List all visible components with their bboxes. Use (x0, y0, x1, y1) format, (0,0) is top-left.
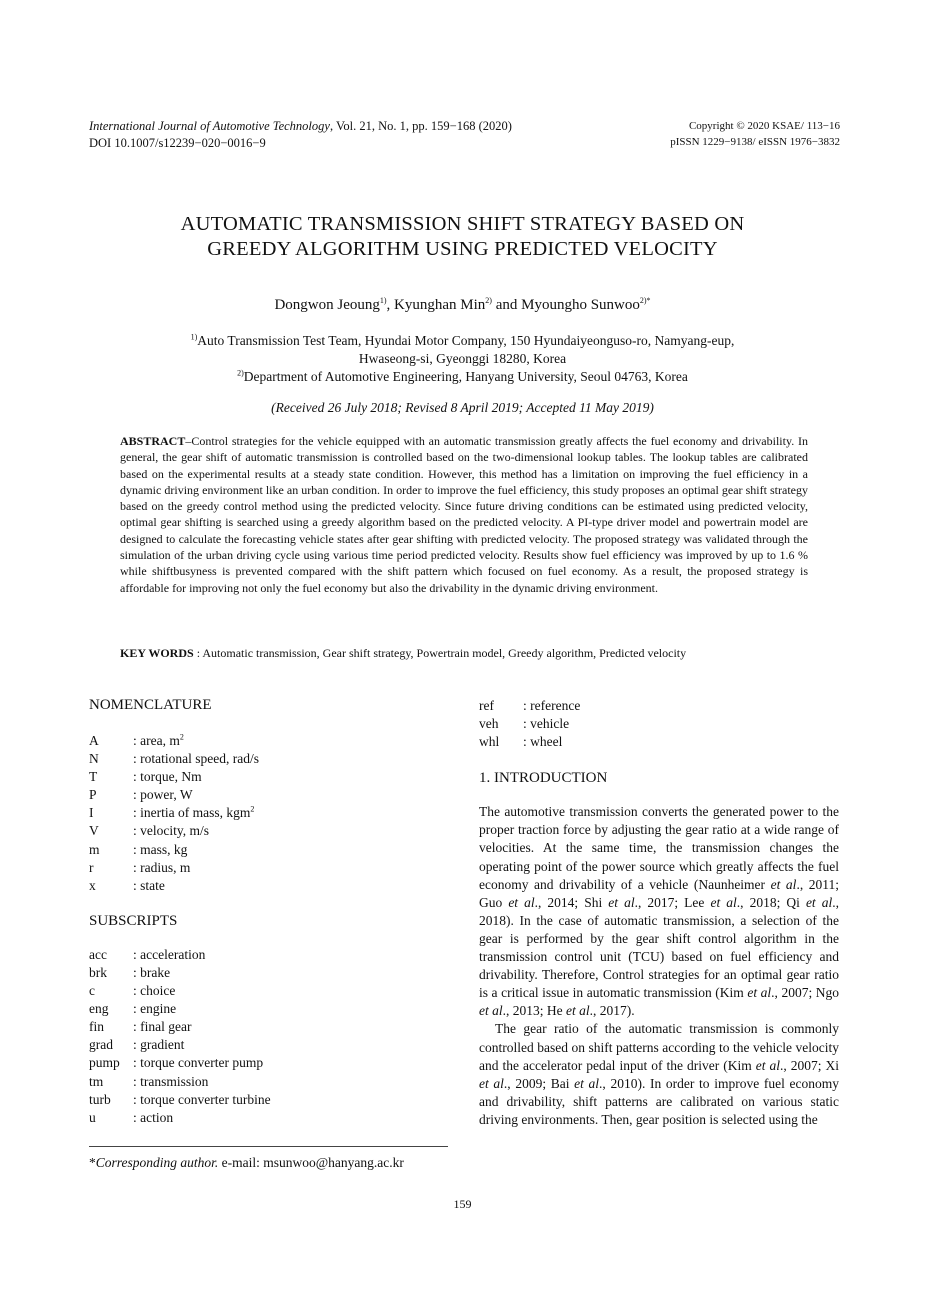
issn: pISSN 1229−9138/ eISSN 1976−3832 (670, 136, 840, 148)
keywords (120, 646, 808, 661)
subscripts-heading: SUBSCRIPTS (89, 912, 178, 929)
list-item: m : mass, kg (89, 841, 188, 857)
intro-paragraph-2: The gear ratio of the automatic transmission is commonly controlled based on shift patterns according to the vehicle velocity and the accelerator pedal input of the driver (Kim et al., 2007; Xi et al., 2009; Bai et al., 2010). In order to improve fuel economy and drivability, shift patterns are calibrated on various static driving environments. Then, gear position is selected using the (479, 1021, 840, 1127)
abstract (120, 433, 808, 596)
subscripts-continued (479, 697, 839, 751)
list-item: x : state (89, 877, 165, 893)
title-line-2: GREEDY ALGORITHM USING PREDICTED VELOCITY (207, 238, 718, 260)
list-item: T : torque, Nm (89, 769, 202, 785)
author-3: and Myoungho Sunwoo (491, 297, 640, 313)
copyright-block (670, 118, 840, 150)
paper-title (0, 212, 925, 262)
affiliations (0, 332, 925, 386)
author-1: Dongwon Jeoung (274, 297, 380, 313)
list-item: acc : acceleration (89, 946, 206, 962)
list-item: turb : torque converter turbine (89, 1091, 271, 1107)
list-item: whl : wheel (479, 734, 563, 750)
right-column (479, 697, 839, 1129)
title-line-1: AUTOMATIC TRANSMISSION SHIFT STRATEGY BASED ON (180, 213, 745, 235)
author-3-affil-mark: 2)* (639, 296, 651, 305)
list-item: r : radius, m (89, 859, 191, 875)
list-item: A : area, $m^2$ (89, 732, 184, 748)
nomenclature-heading: NOMENCLATURE (89, 697, 212, 713)
list-item: ref : reference (479, 698, 581, 713)
list-item: fin : final gear (89, 1019, 192, 1035)
list-item: c : choice (89, 983, 176, 999)
footnote-email: e-mail: msunwoo@hanyang.ac.kr (218, 1155, 404, 1170)
list-item: P : power, W (89, 787, 193, 803)
list-item: brk : brake (89, 964, 171, 980)
affil-1-line-2: Hwaseong-si, Gyeonggi 18280, Korea (358, 351, 567, 366)
author-2: , Kyunghan Min (386, 297, 486, 313)
abstract-text: –Control strategies for the vehicle equipped with an automatic transmission greatly affects the fuel economy and drivability. In general, the gear shift of automatic transmission is controlled based on the two-dimensional lookup tables. The lookup tables are calibrated based on the experimental results at a steady state condition. However, this method has a limitation on improving the fuel efficiency in a dynamic driving environment like an urban condition. In order to improve the fuel efficiency, this study proposes an optimal gear shift strategy based on the greedy control method using the predicted velocity. Since future driving conditions can be estimated using predicted velocity, optimal gear shifting is searched using a greedy algorithm based on the predicted velocity. A PI-type driver model and powertrain model are designed to calculate the forecasting vehicle states after gear shifting with predicted velocity. The proposed strategy was validated through the simulation of the urban driving cycle using various time period predicted velocity. Results show fuel efficiency was improved by up to 1.6 % while shiftbusyness is prevented compared with the shift pattern which focused on fuel economy. As a result, the proposed strategy is affordable for improving not only the fuel economy but also the drivability in the dynamic driving environment. (120, 434, 808, 595)
intro-paragraph-1: The automotive transmission converts the generated power to the proper traction force by adjusting the gear ratio at a wide range of velocities. At the same time, the transmission changes the operating point of the power source which greatly affects the fuel economy and drivability of a vehicle (Naunheimer et al., 2011; Guo et al., 2014; Shi et al., 2017; Lee et al., 2018; Qi et al., 2018). In the case of automatic transmission, a selection of the gear is performed by the gear shift control algorithm in the transmission control unit (TCU) based on fuel efficiency and drivability. Therefore, Control strategies for an optimal gear ratio is a critical issue in automatic transmission (Kim et al., 2007; Ngo et al., 2013; He et al., 2017). (479, 804, 840, 1019)
keywords-text: : Automatic transmission, Gear shift strategy, Powertrain model, Greedy algorithm, Predicted velocity (193, 646, 687, 660)
list-item: pump : torque converter pump (89, 1055, 264, 1071)
received-dates: (Received 26 July 2018; Revised 8 April 2019; Accepted 11 May 2019) (271, 400, 654, 415)
footnote-divider (89, 1146, 448, 1147)
list-item: u : action (89, 1109, 174, 1125)
left-column (89, 697, 449, 1127)
doi: DOI 10.1007/s12239−020−0016−9 (89, 136, 266, 150)
keywords-label: KEY WORDS (120, 646, 194, 660)
journal-name: International Journal of Automotive Technology (89, 119, 330, 133)
list-item: I : inertia of mass, kgm$^2$ (89, 804, 255, 821)
author-2-affil-mark: 2) (485, 296, 492, 305)
journal-citation (89, 118, 512, 152)
volume-pages: , Vol. 21, No. 1, pp. 159−168 (2020) (329, 119, 512, 133)
affil-1-mark: 1) (190, 332, 198, 342)
footnote-label: Corresponding author. (95, 1155, 219, 1170)
affil-2-mark: 2) (237, 368, 244, 378)
corresponding-author-footnote: *Corresponding author. e-mail: msunwoo@hanyang.ac.kr (89, 1155, 404, 1170)
list-item: V : velocity, m/s (89, 823, 209, 839)
introduction-heading: 1. INTRODUCTION (479, 770, 608, 787)
list-item: N : rotational speed, rad/s (89, 751, 259, 767)
list-item: grad : gradient (89, 1037, 185, 1053)
list-item: veh : vehicle (479, 716, 570, 732)
subscripts-list (89, 946, 449, 1127)
list-item: eng : engine (89, 1001, 177, 1017)
page-number: 159 (453, 1197, 472, 1211)
author-list (0, 297, 925, 314)
author-1-affil-mark: 1) (379, 296, 387, 305)
nomenclature-list (89, 732, 449, 895)
copyright: Copyright © 2020 KSAE/ 113−16 (688, 120, 840, 132)
list-item: tm : transmission (89, 1073, 209, 1089)
affil-1-line-1: Auto Transmission Test Team, Hyundai Motor Company, 150 Hyundaiyeonguso-ro, Namyang-eup, (197, 333, 735, 348)
affil-2: Department of Automotive Engineering, Hanyang University, Seoul 04763, Korea (243, 369, 688, 384)
abstract-label: ABSTRACT (120, 434, 186, 448)
